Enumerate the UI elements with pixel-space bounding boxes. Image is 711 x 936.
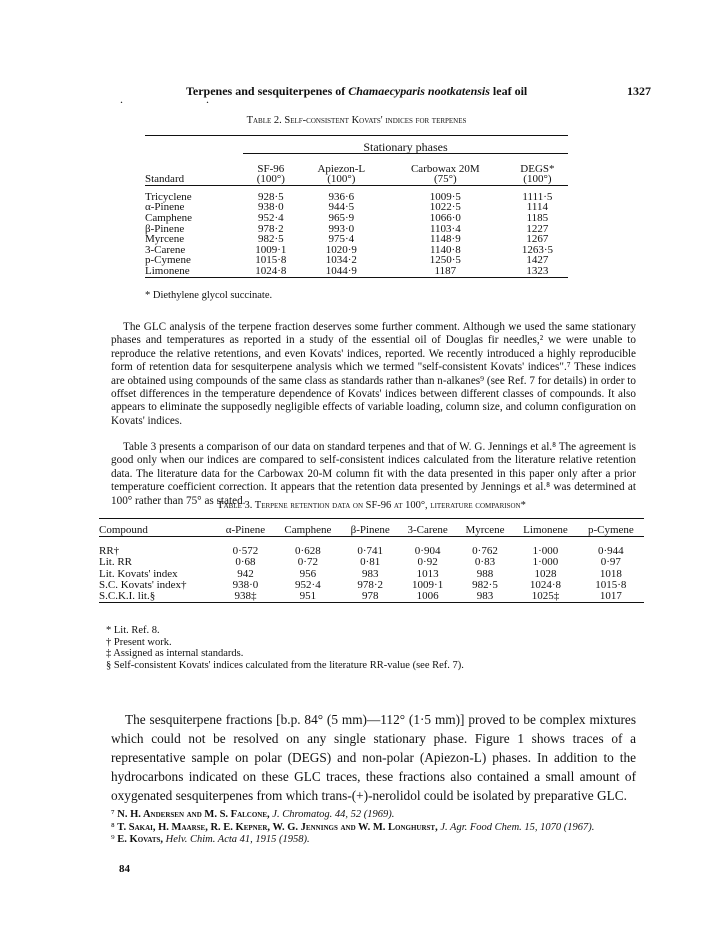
cell: 1020·9 xyxy=(325,243,357,256)
cell: 1025‡ xyxy=(531,590,560,603)
cell: 1034·2 xyxy=(325,254,357,267)
cell: 1009·5 xyxy=(429,190,461,203)
cell: 1013 xyxy=(416,567,439,580)
cell: 1015·8 xyxy=(595,578,627,591)
table3-col-header: 3-Carene xyxy=(407,524,448,536)
cell: 1009·1 xyxy=(412,578,444,591)
page-number: 1327 xyxy=(627,84,651,98)
table2-col-header: Apiezon-L xyxy=(317,162,366,175)
table3-col-header: Camphene xyxy=(284,524,332,536)
cell: 982·5 xyxy=(472,578,498,591)
table2-col-temp: (100°) xyxy=(327,173,356,186)
table2-group-header: Stationary phases xyxy=(363,140,448,154)
cell: 1111·5 xyxy=(522,190,553,203)
table2-col-header: DEGS* xyxy=(520,162,555,175)
cell: 1017 xyxy=(599,590,622,603)
cell: 982·5 xyxy=(258,233,284,246)
cell: 1066·0 xyxy=(429,212,461,225)
cell: 951 xyxy=(299,590,317,603)
cell: 0·83 xyxy=(474,556,496,569)
cell: 1185 xyxy=(526,212,549,225)
cell: 936·6 xyxy=(328,190,355,203)
paragraph-table3-intro: Table 3 presents a comparison of our data on standard terpenes and that of W. G. Jennings et al.⁸ The agreement is good only when our indices are compared to self-consistent indices calculated from the literature relative retention data. The literature data for the Carbowax 20-M column fit with the data presented in this paper only after a prior temperature coefficient correction. It appears that the retention data presented by Jennings et al.⁸ was determined at 100° rather than 75° as stated. xyxy=(111,441,636,507)
paragraph-glc-analysis: The GLC analysis of the terpene fraction deserves some further comment. Although we used the same stationary phases and temperatures as reported in a study of the essential oil of Douglas fir needles,² we were unable to reproduce the relative retentions, and even Kovats' indices, reported. We recently introduced a highly reproducible form of retention data for sesquiterpene analysis which we termed "self-consistent Kovats' indices".⁷ These indices are obtained using compounds of the same class as standards rather than n-alkanes⁹ (see Ref. 7 for details) in order to offset differences in the temperature dependence of Kovats' indices between different classes of compounds. It also appears to eliminate the supposedly negligible effects of variable loading, column size, and column configuration on Kovats' indices. xyxy=(111,321,636,427)
running-header xyxy=(186,84,651,99)
row-label: β-Pinene xyxy=(145,222,185,235)
cell: 0·741 xyxy=(357,545,384,558)
cell: 1250·5 xyxy=(429,254,461,267)
cell: 1148·9 xyxy=(429,233,461,246)
cell: 0·628 xyxy=(295,545,321,558)
cell: 952·4 xyxy=(258,212,284,225)
table-row xyxy=(145,192,568,203)
references xyxy=(111,809,636,847)
footnote: † Present work. xyxy=(106,636,172,648)
table2-col-temp: (75°) xyxy=(433,173,457,186)
bottom-number: 84 xyxy=(119,863,130,875)
cell: 0·68 xyxy=(235,556,256,569)
row-label: S.C.K.I. lit.§ xyxy=(99,590,156,603)
row-label: α-Pinene xyxy=(145,201,185,214)
row-label: S.C. Kovats' index† xyxy=(99,578,187,591)
row-label: RR† xyxy=(99,545,120,558)
footnote: § Self-consistent Kovats' indices calculated from the literature RR-value (see Ref. 7). xyxy=(106,659,464,671)
table-row xyxy=(145,213,568,224)
cell: 1·000 xyxy=(532,556,559,569)
cell: 965·9 xyxy=(328,212,355,225)
table2-caption: Table 2. Self-consistent Kovats' indices for terpenes xyxy=(246,115,467,126)
table2-col-temp: (100°) xyxy=(256,173,285,186)
row-label: Myrcene xyxy=(145,233,185,246)
footnote: * Lit. Ref. 8. xyxy=(106,625,160,636)
row-label: 3-Carene xyxy=(145,243,186,256)
cell: 1·000 xyxy=(532,545,559,558)
table3-footnotes xyxy=(106,625,464,671)
cell: 0·81 xyxy=(360,556,381,569)
cell: 0·92 xyxy=(417,556,438,569)
row-label: Tricyclene xyxy=(145,190,192,203)
cell: 978 xyxy=(361,590,379,603)
cell: 1015·8 xyxy=(255,254,287,267)
table2 xyxy=(145,135,568,282)
reference-item: ⁹ E. Kovats, Helv. Chim. Acta 41, 1915 (1958). xyxy=(111,834,310,846)
cell: 938·0 xyxy=(258,201,284,214)
table3-col-header: α-Pinene xyxy=(225,524,266,536)
cell: 1427 xyxy=(526,254,549,267)
row-label: Camphene xyxy=(145,212,193,225)
cell: 1018 xyxy=(599,567,622,580)
table2-col-temp: (100°) xyxy=(523,173,552,186)
cell: 1323 xyxy=(526,265,549,278)
table2-footnote: * Diethylene glycol succinate. xyxy=(145,290,273,301)
cell: 1022·5 xyxy=(429,201,461,214)
table-row xyxy=(99,557,644,568)
table3-compound-header: Compound xyxy=(99,524,148,536)
cell: 983 xyxy=(476,590,494,603)
cell: 1024·8 xyxy=(529,578,562,591)
cell: 928·5 xyxy=(258,190,284,203)
margin-marks: . . xyxy=(120,92,249,106)
table3-col-header: Limonene xyxy=(523,524,568,536)
table3-col-header: p-Cymene xyxy=(587,524,634,536)
paragraph-sesquiterpenes: The sesquiterpene fractions [b.p. 84° (5 mm)—112° (1·5 mm)] proved to be complex mixtures which could not be resolved on any single stationary phase. Figure 1 shows traces of a representative sample on polar (DEGS) and non-polar (Apiezon-L) phases. In addition to the hydrocarbons indicated on these GLC traces, these fractions also contained a small amount of oxygenated sesquiterpenes from which trans-(+)-nerolidol could be isolated by preparative GLC. xyxy=(111,712,636,803)
cell: 988 xyxy=(476,567,494,580)
table-row xyxy=(145,224,568,235)
row-label: Limonene xyxy=(145,265,190,278)
table-row xyxy=(145,266,568,277)
cell: 938‡ xyxy=(234,590,257,603)
cell: 1263·5 xyxy=(521,243,553,256)
cell: 1227 xyxy=(526,222,549,235)
table3-caption: Table 3. Terpene retention data on SF-96 at 100°, literature comparison* xyxy=(217,500,526,511)
reference-item: ⁸ T. Sakai, H. Maarse, R. E. Kepner, W. G. Jennings and W. M. Longhurst, J. Agr. Food Chem. 15, 1070 (1967). xyxy=(111,821,595,833)
running-title: Terpenes and sesquiterpenes of Chamaecyparis nootkatensis leaf oil xyxy=(186,84,528,98)
cell: 0·572 xyxy=(232,545,259,558)
table3 xyxy=(99,518,644,607)
table3-col-header: β-Pinene xyxy=(350,524,390,536)
cell: 1103·4 xyxy=(429,222,461,235)
cell: 944·5 xyxy=(328,201,355,214)
cell: 0·904 xyxy=(414,545,441,558)
cell: 978·2 xyxy=(258,222,284,235)
cell: 1267 xyxy=(526,233,549,246)
cell: 1187 xyxy=(434,265,457,278)
cell: 1114 xyxy=(526,201,548,214)
cell: 938·0 xyxy=(232,578,259,591)
cell: 983 xyxy=(361,567,379,580)
reference-item: ⁷ N. H. Andersen and M. S. Falcone, J. Chromatog. 44, 52 (1969). xyxy=(111,809,395,820)
cell: 1140·8 xyxy=(429,243,461,256)
footnote: ‡ Assigned as internal standards. xyxy=(106,648,244,660)
table2-col-header: SF-96 xyxy=(257,162,285,175)
cell: 1006 xyxy=(416,590,439,603)
cell: 1044·9 xyxy=(325,265,357,278)
row-label: Lit. Kovats' index xyxy=(99,567,178,580)
cell: 978·2 xyxy=(357,578,384,591)
cell: 0·944 xyxy=(598,545,624,558)
cell: 952·4 xyxy=(295,578,321,591)
table2-col-header: Carbowax 20M xyxy=(410,162,480,175)
table-row xyxy=(145,202,568,213)
table-row xyxy=(99,591,644,603)
cell: 0·97 xyxy=(600,556,621,569)
row-label: Lit. RR xyxy=(99,556,133,569)
cell: 1028 xyxy=(534,567,557,580)
table2-standard-header: Standard xyxy=(145,173,185,186)
table3-col-header: Myrcene xyxy=(465,524,505,536)
cell: 993·0 xyxy=(328,222,355,235)
cell: 1024·8 xyxy=(255,265,287,278)
cell: 956 xyxy=(299,567,317,580)
cell: 975·4 xyxy=(328,233,355,246)
cell: 0·762 xyxy=(472,545,498,558)
row-label: p-Cymene xyxy=(145,254,191,267)
cell: 1009·1 xyxy=(255,243,287,256)
cell: 942 xyxy=(237,567,254,580)
cell: 0·72 xyxy=(297,556,318,569)
